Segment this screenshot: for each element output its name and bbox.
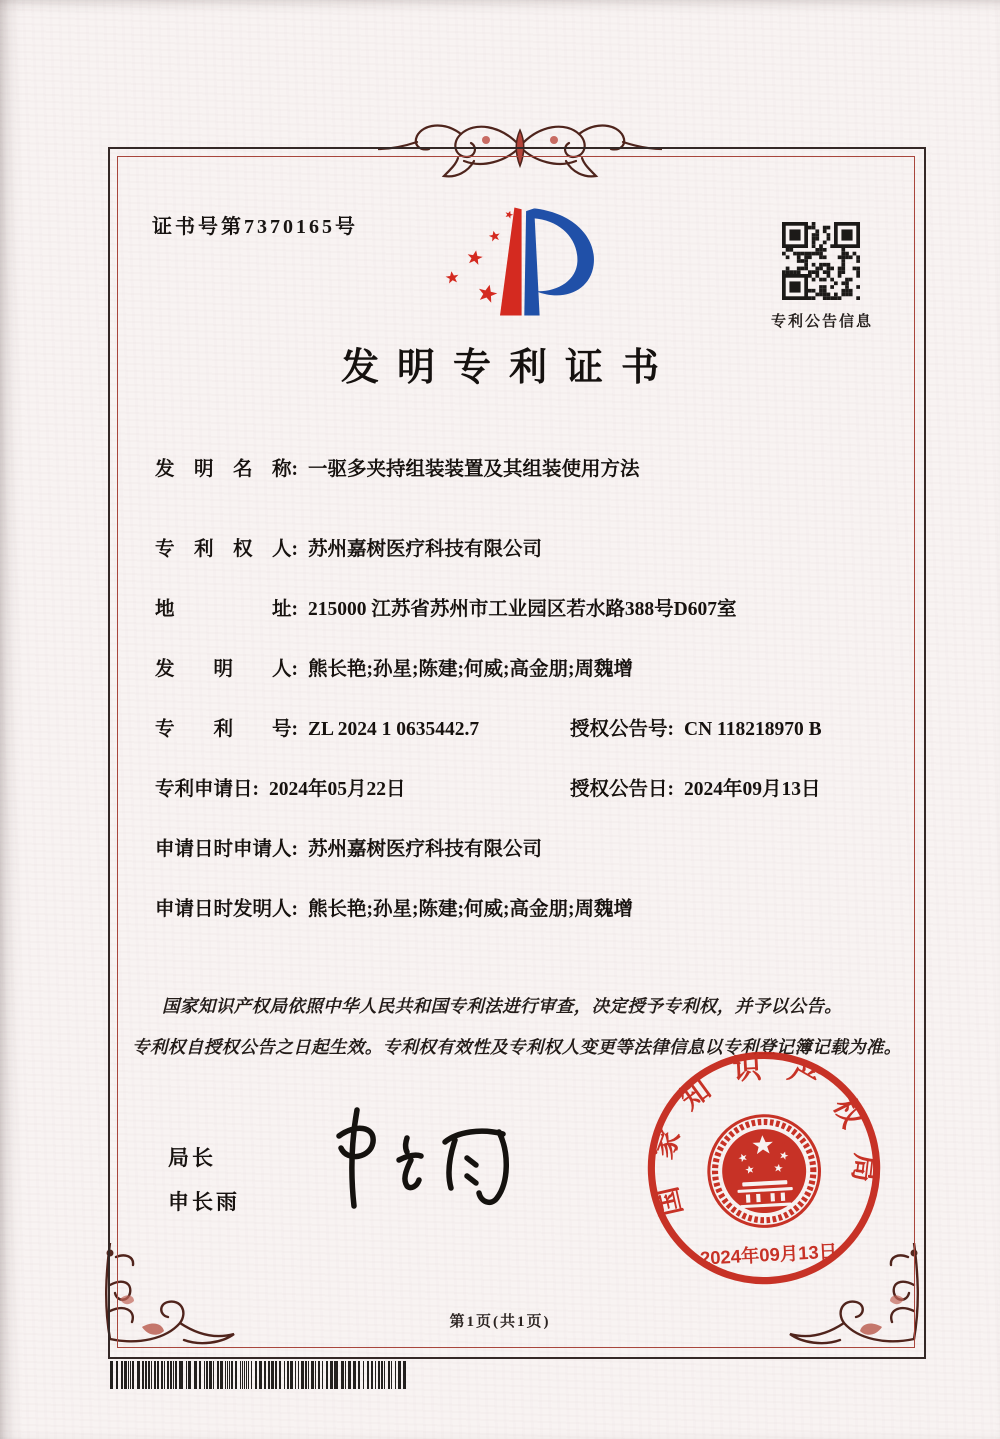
field-value: 熊长艳;孙星;陈建;何威;高金朋;周魏增 [308,659,633,680]
field-label: 专 利 号: [155,719,298,740]
field-filing-date [155,773,406,801]
field-value: 一驱多夹持组装装置及其组装使用方法 [308,459,640,480]
field-value: 苏州嘉树医疗科技有限公司 [308,839,543,860]
field-value: 苏州嘉树医疗科技有限公司 [308,539,543,560]
director-signature [295,1096,535,1231]
field-label: 地 址: [155,599,298,620]
legal-statement-line2: 专利权自授权公告之日起生效。专利权有效性及专利权人变更等法律信息以专利登记簿记载为准。 [132,1037,902,1057]
seal-date: 2024年09月13日 [699,1240,838,1269]
field-grant-publication-number [570,713,822,741]
field-label: 授权公告号: [570,719,674,740]
director-title: 局长 [168,1146,216,1170]
qr-code [782,222,860,300]
certificate-title: 发明专利证书 [340,347,677,389]
field-value: CN 118218970 B [684,719,822,740]
director-name: 申长雨 [168,1190,240,1214]
field-value: ZL 2024 1 0635442.7 [308,719,480,740]
field-label: 专 利 权 人: [155,539,298,560]
field-value: 熊长艳;孙星;陈建;何威;高金朋;周魏增 [308,899,633,920]
field-patent-number [155,713,479,741]
field-invention-name [155,453,640,481]
field-grant-date [570,773,821,801]
page-number: 第1页(共1页) [449,1314,551,1330]
seal-agency-text: 国家知识产权局 [645,1051,882,1219]
field-address [155,593,736,621]
field-inventors-at-filing [155,893,633,921]
field-label: 发 明 人: [155,659,298,680]
field-value: 2024年09月13日 [684,779,821,800]
field-applicant-at-filing [155,833,542,861]
field-value: 2024年05月22日 [269,779,406,800]
official-seal [629,1033,898,1302]
field-label: 发 明 名 称: [155,459,298,480]
legal-statement-line1: 国家知识产权局依照中华人民共和国专利法进行审查，决定授予专利权，并予以公告。 [162,996,843,1016]
field-label: 申请日时发明人: [155,899,298,920]
field-patentee [155,533,542,561]
field-label: 申请日时申请人: [155,839,298,860]
field-label: 专利申请日: [155,779,259,800]
qr-caption: 专利公告信息 [770,314,873,330]
field-label: 授权公告日: [570,779,674,800]
cnipa-logo [428,196,608,336]
national-emblem-icon [706,1113,822,1229]
barcode [110,1361,406,1389]
field-inventors [155,653,633,681]
certificate-number: 证书号第7370165号 [152,216,358,238]
field-value: 215000 江苏省苏州市工业园区若水路388号D607室 [308,599,737,620]
